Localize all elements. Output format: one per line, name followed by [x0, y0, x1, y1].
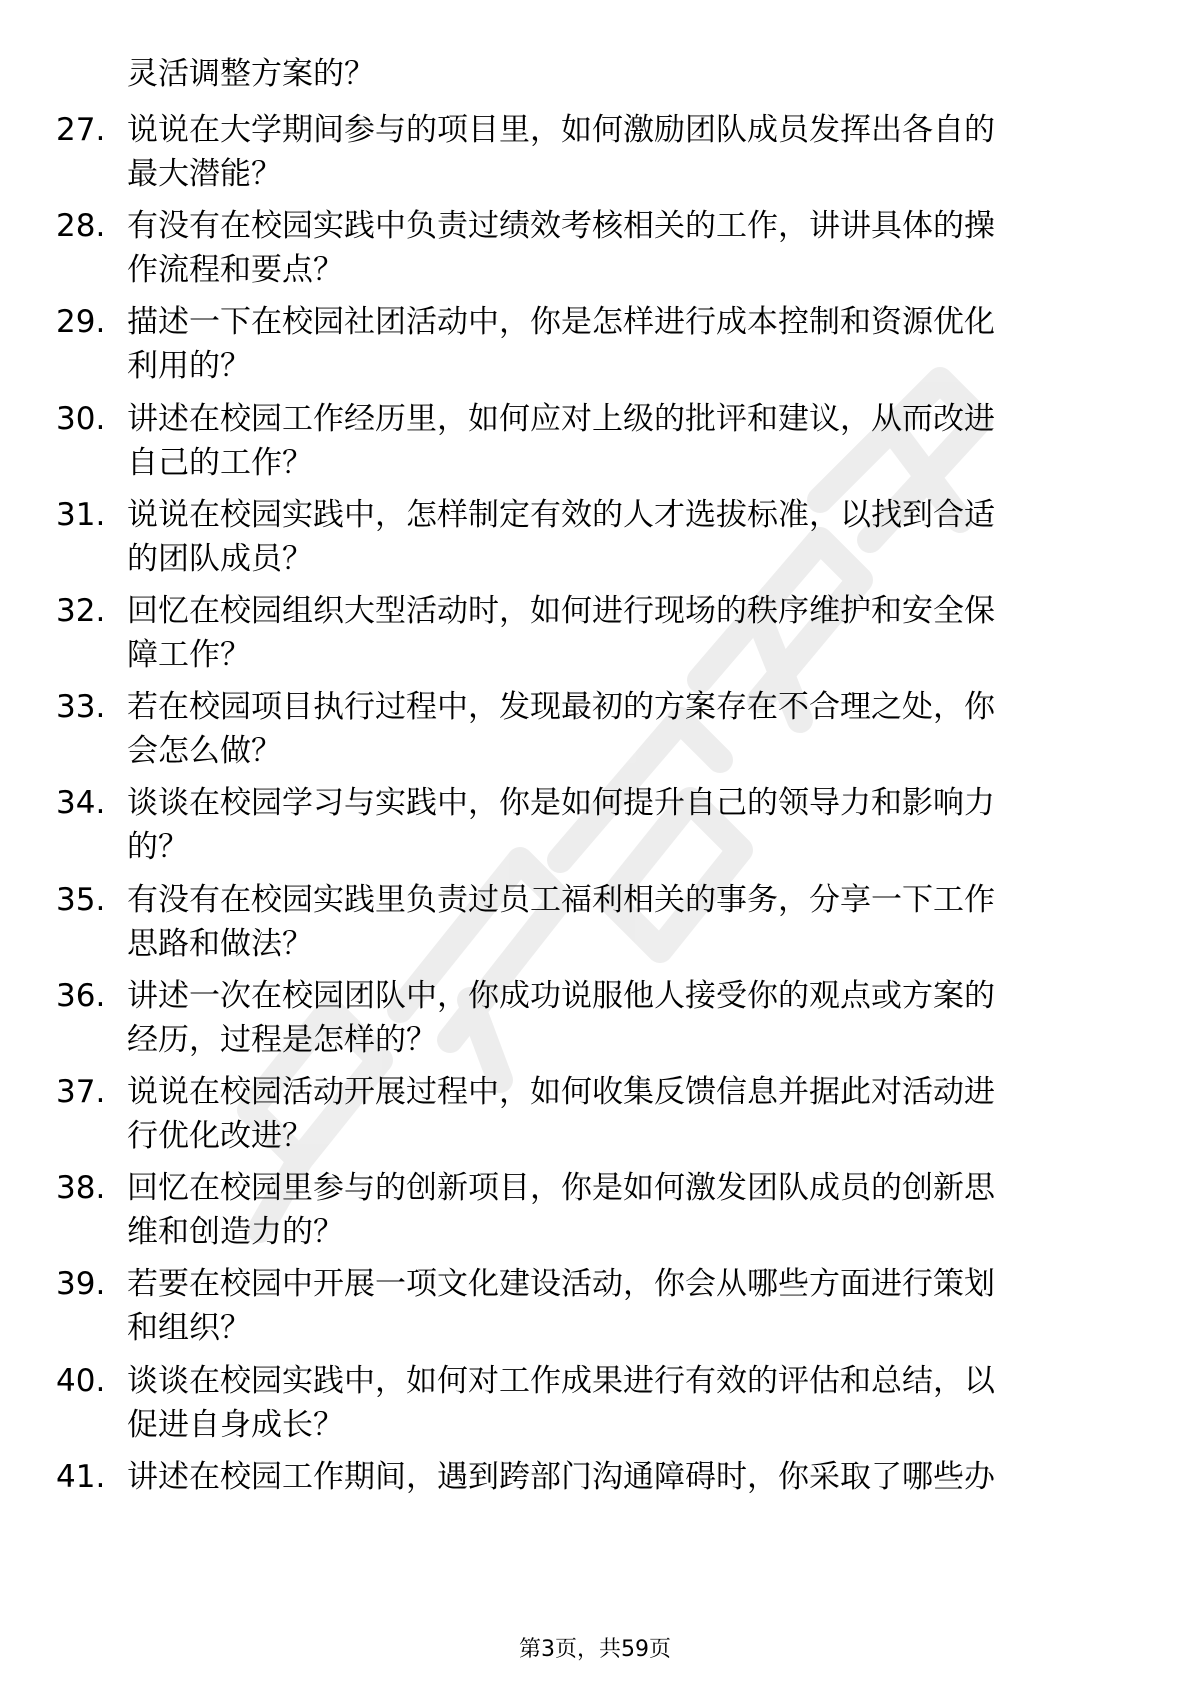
item-text-line: 谈谈在校园学习与实践中，你是如何提升自己的领导力和影响力	[127, 785, 995, 822]
item-text	[127, 974, 1112, 1062]
item-number: 31.	[56, 496, 106, 533]
item-number: 30.	[56, 400, 106, 437]
item-text-line: 障工作？	[127, 637, 251, 673]
item-text-line: 讲述一次在校园团队中，你成功说服他人接受你的观点或方案的	[127, 977, 995, 1014]
item-text-line: 说说在大学期间参与的项目里，如何激励团队成员发挥出各自的	[127, 112, 995, 148]
item-number: 41.	[56, 1458, 106, 1495]
item-number: 33.	[56, 689, 106, 726]
item-text-line: 作流程和要点？	[127, 252, 344, 289]
item-text	[127, 493, 1112, 581]
item-text-line: 思路和做法？	[127, 925, 313, 962]
item-text	[127, 589, 1112, 677]
item-text-line: 回忆在校园里参与的创新项目，你是如何激发团队成员的创新思	[127, 1170, 995, 1207]
item-number: 34.	[56, 785, 106, 822]
continued-line: 灵活调整方案的？	[127, 56, 375, 92]
item-text-line: 若要在校园中开展一项文化建设活动，你会从哪些方面进行策划	[127, 1266, 995, 1303]
item-text	[127, 397, 1112, 485]
item-text-line: 讲述在校园工作经历里，如何应对上级的批评和建议，从而改进	[127, 400, 995, 437]
item-text	[127, 1262, 1112, 1350]
item-text-line: 会怎么做？	[127, 733, 282, 770]
item-number: 37.	[56, 1074, 106, 1110]
item-number: 38.	[56, 1170, 106, 1207]
item-text	[127, 1166, 1112, 1254]
item-text-line: 若在校园项目执行过程中，发现最初的方案存在不合理之处，你	[127, 689, 995, 726]
item-text-line: 回忆在校园组织大型活动时，如何进行现场的秩序维护和安全保	[127, 593, 995, 629]
item-text	[127, 878, 1112, 966]
item-text-line: 的团队成员？	[127, 540, 313, 577]
item-number: 39.	[56, 1266, 106, 1303]
item-text-line: 描述一下在校园社团活动中，你是怎样进行成本控制和资源优化	[127, 304, 995, 341]
item-number: 28.	[56, 208, 106, 245]
item-text	[127, 1070, 1112, 1158]
item-text	[127, 1455, 1112, 1499]
item-number: 29.	[56, 304, 106, 341]
item-number: 40.	[56, 1362, 106, 1399]
item-text-line: 经历，过程是怎样的？	[127, 1021, 437, 1058]
item-text-line: 最大潜能？	[127, 156, 282, 192]
item-number: 32.	[56, 593, 106, 629]
item-text-line: 的？	[127, 829, 189, 866]
item-text	[127, 685, 1112, 773]
page-footer: 第3页，共59页	[519, 1637, 671, 1662]
item-text-line: 有没有在校园实践里负责过员工福利相关的事务，分享一下工作	[127, 881, 995, 918]
item-text-line: 促进自身成长？	[127, 1406, 344, 1443]
item-text	[127, 204, 1112, 292]
item-text-line: 有没有在校园实践中负责过绩效考核相关的工作，讲讲具体的操	[127, 208, 995, 245]
item-text-line: 利用的？	[127, 348, 251, 385]
item-number: 27.	[56, 112, 106, 148]
item-text	[127, 781, 1112, 869]
item-text-line: 维和创造力的？	[127, 1214, 344, 1251]
item-text-line: 自己的工作？	[127, 444, 313, 481]
item-text-line: 和组织？	[127, 1310, 251, 1347]
item-text-line: 说说在校园实践中，怎样制定有效的人才选拔标准，以找到合适	[127, 496, 995, 533]
item-text	[127, 300, 1112, 388]
item-text-line: 说说在校园活动开展过程中，如何收集反馈信息并据此对活动进	[127, 1074, 995, 1110]
item-text	[127, 108, 1112, 196]
item-text-line: 行优化改进？	[127, 1118, 313, 1154]
item-text-line: 谈谈在校园实践中，如何对工作成果进行有效的评估和总结，以	[127, 1362, 995, 1399]
item-text	[127, 1359, 1112, 1447]
item-number: 36.	[56, 977, 106, 1014]
item-number: 35.	[56, 881, 106, 918]
item-text-line: 讲述在校园工作期间，遇到跨部门沟通障碍时，你采取了哪些办	[127, 1458, 995, 1495]
